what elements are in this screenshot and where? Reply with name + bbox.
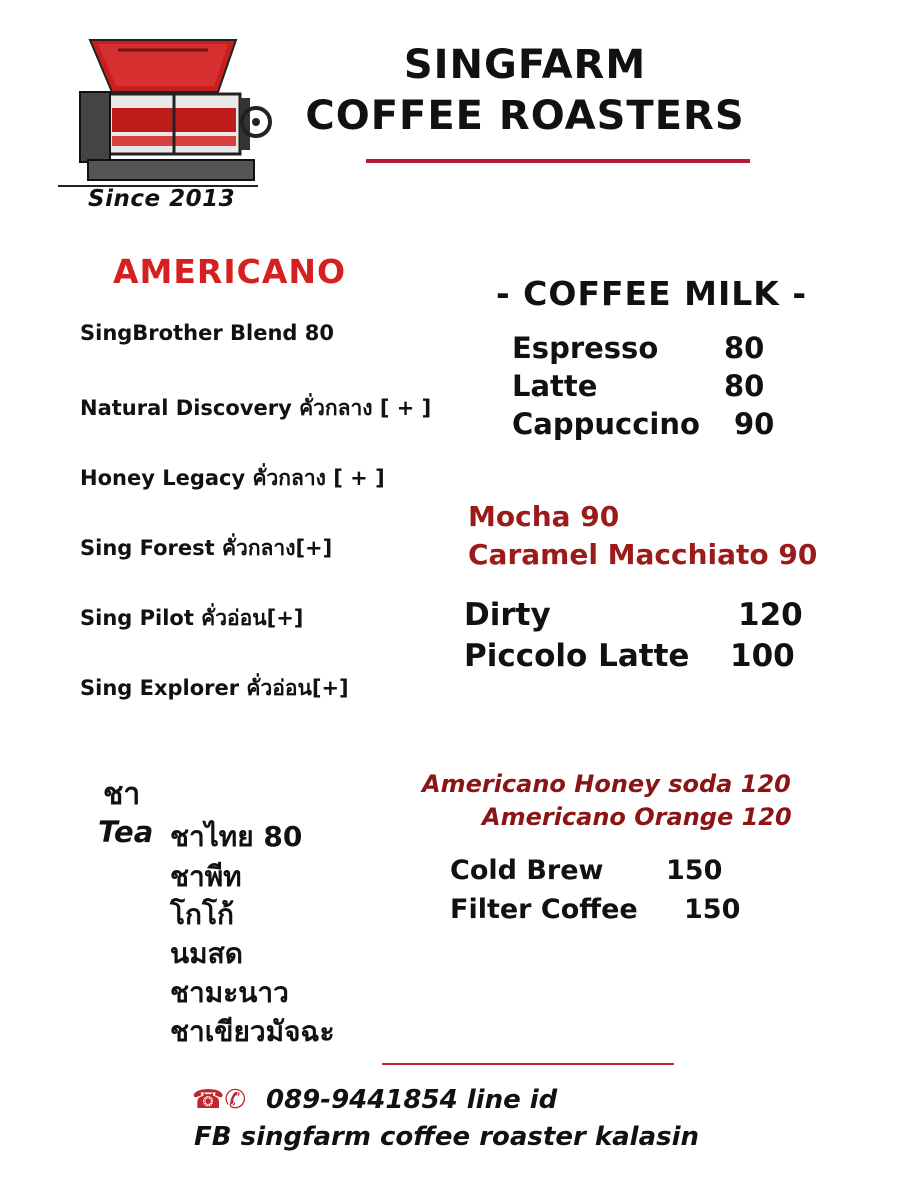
dirty-item-name: Dirty [464, 597, 551, 633]
tea-item: ชาไทย 80 [170, 820, 303, 853]
americano-item: Sing Pilot คั่วอ่อน[+] [80, 606, 304, 630]
tea-item: นมสด [170, 937, 243, 970]
americano-item: SingBrother Blend 80 [80, 321, 334, 345]
tea-item: ชามะนาว [170, 976, 289, 1009]
coffee-milk-item-name: Espresso [512, 331, 659, 365]
since-label: Since 2013 [88, 186, 236, 212]
americano-orange: Americano Orange 120 [482, 803, 792, 831]
filter-coffee-name: Filter Coffee [450, 894, 638, 925]
coffee-milk-item-name: Cappuccino [512, 407, 700, 441]
americano-heading: AMERICANO [113, 252, 347, 291]
shop-title-line2: COFFEE ROASTERS [305, 93, 745, 139]
tea-item: โกโก้ [170, 898, 234, 931]
phone-icon: ☎︎✆ [192, 1085, 247, 1115]
cold-brew-price: 150 [666, 855, 723, 886]
americano-honey-soda: Americano Honey soda 120 [422, 770, 791, 798]
phone-line: 089-9441854 line id [266, 1085, 558, 1115]
piccolo-latte-name: Piccolo Latte [464, 638, 690, 674]
coffee-milk-heading: - COFFEE MILK - [496, 274, 808, 313]
tea-heading-thai: ชา [103, 777, 141, 812]
roaster-machine-logo [58, 36, 272, 188]
americano-item: Sing Forest คั่วกลาง[+] [80, 536, 333, 560]
coffee-milk-item-price: 90 [734, 407, 775, 441]
shop-title-line1: SINGFARM [403, 42, 647, 88]
caramel-macchiato-item: Caramel Macchiato 90 [468, 538, 818, 571]
coffee-milk-item-price: 80 [724, 331, 765, 365]
facebook-line: FB singfarm coffee roaster kalasin [194, 1122, 700, 1152]
filter-coffee-price: 150 [684, 894, 741, 925]
tea-label: Tea [98, 815, 154, 849]
americano-item: Natural Discovery คั่วกลาง [ + ] [80, 396, 432, 420]
coffee-milk-item-price: 80 [724, 369, 765, 403]
bottom-divider [382, 1063, 674, 1065]
coffee-milk-item-name: Latte [512, 369, 598, 403]
americano-item: Honey Legacy คั่วกลาง [ + ] [80, 466, 385, 490]
tea-item: ชาเขียวมัจฉะ [170, 1015, 335, 1048]
dirty-item-price: 120 [738, 597, 803, 633]
mocha-item: Mocha 90 [468, 500, 620, 533]
piccolo-latte-price: 100 [730, 638, 795, 674]
americano-item: Sing Explorer คั่วอ่อน[+] [80, 676, 349, 700]
cold-brew-name: Cold Brew [450, 855, 604, 886]
title-divider [366, 159, 750, 163]
tea-item: ชาพีท [170, 860, 242, 893]
